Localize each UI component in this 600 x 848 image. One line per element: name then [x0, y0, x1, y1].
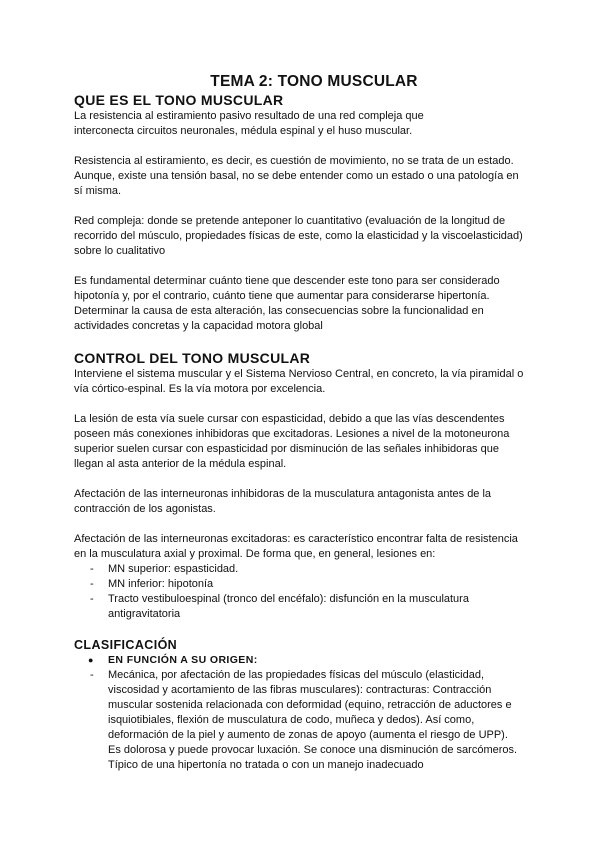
section-heading-clasificacion: CLASIFICACIÓN: [74, 638, 178, 652]
list-item: - Tracto vestibuloespinal (tronco del encéfalo): disfunción en la musculatura: [90, 593, 469, 605]
paragraph-line: actividades concretas y la capacidad motora global: [74, 320, 323, 332]
paragraph-line: La lesión de esta vía suele cursar con espasticidad, debido a que las vías descendentes: [74, 413, 505, 425]
paragraph-line: hipotonía y, por el contrario, cuánto tiene que aumentar para considerarse hipertonía.: [74, 290, 490, 302]
paragraph-line: contracción de los agonistas.: [74, 503, 216, 515]
bullet-marker: ●: [88, 655, 94, 665]
classification-bullets: [74, 653, 534, 668]
paragraph-line: Afectación de las interneuronas inhibidoras de la musculatura antagonista antes de la: [74, 488, 492, 500]
section-heading-tono: QUE ES EL TONO MUSCULAR: [74, 92, 284, 108]
list-item-continuation: viscosidad y acortamiento de las fibras musculares): contracturas: Contracción: [108, 684, 492, 696]
paragraph-line: sí misma.: [74, 185, 122, 197]
paragraph-line: Red compleja: donde se pretende anteponer lo cuantitativo (evaluación de la longitud de: [74, 215, 506, 227]
page-title: TEMA 2: TONO MUSCULAR: [210, 73, 418, 90]
document-page: [74, 72, 534, 773]
paragraph-line: llegan al asta anterior de la médula espinal.: [74, 458, 287, 470]
paragraph-line: Afectación de las interneuronas excitadoras: es característico encontrar falta de resistencia: [74, 533, 518, 545]
paragraph-line: vía córtico-espinal. Es la vía motora por excelencia.: [74, 383, 326, 395]
section-heading-control: CONTROL DEL TONO MUSCULAR: [74, 350, 311, 366]
paragraph-line: La resistencia al estiramiento pasivo resultado de una red compleja que: [74, 110, 424, 122]
paragraph-line: Interviene el sistema muscular y el Sistema Nervioso Central, en concreto, la vía piramidal o: [74, 368, 524, 380]
list-item: ● EN FUNCIÓN A SU ORIGEN:: [88, 654, 258, 666]
paragraph-line: sobre lo cualitativo: [74, 245, 166, 257]
paragraph-line: poseen más conexiones inhibidoras que excitadoras. Lesiones a nivel de la motoneurona: [74, 428, 510, 440]
paragraph-line: en la musculatura axial y proximal. De forma que, en general, lesiones en:: [74, 548, 436, 560]
list-item-continuation: Es dolorosa y puede provocar luxación. Se conoce una disminución de sarcómeros.: [108, 744, 518, 756]
paragraph-line: recorrido del músculo, propiedades físicas de este, como la elasticidad y la viscoelasticidad): [74, 230, 523, 242]
paragraph-line: Determinar la causa de esta alteración, las consecuencias sobre la funcionalidad en: [74, 305, 484, 317]
dash-marker: -: [90, 578, 94, 590]
paragraph-line: Aunque, existe una tensión basal, no se debe entender como un estado o una patología en: [74, 170, 519, 182]
paragraph-line: Es fundamental determinar cuánto tiene que descender este tono para ser considerado: [74, 275, 500, 287]
list-item-continuation: Típico de una hipertonía no tratada o con un manejo inadecuado: [108, 759, 424, 771]
list-item: - MN inferior: hipotonía: [90, 578, 214, 590]
list-item: - Mecánica, por afectación de las propiedades físicas del músculo (elasticidad,: [90, 669, 485, 681]
list-item-continuation: deformación de la piel y aumento de zonas de apoyo (aumenta el riesgo de UPP).: [108, 729, 508, 741]
classification-dash-list: [74, 668, 534, 773]
dash-marker: -: [90, 563, 94, 575]
list-item: - MN superior: espasticidad.: [90, 563, 239, 575]
paragraph-line: superior suelen cursar con espasticidad por disminución de las señales inhibidoras que: [74, 443, 499, 455]
list-item-continuation: isquiotibiales, flexión de musculatura de codo, muñeca y dedos). Así como,: [108, 714, 475, 726]
list-item-continuation: antigravitatoria: [108, 608, 181, 620]
dash-marker: -: [90, 593, 94, 605]
lesion-list: [74, 562, 534, 622]
dash-marker: -: [90, 669, 94, 681]
paragraph-line: Resistencia al estiramiento, es decir, es cuestión de movimiento, no se trata de un estado.: [74, 155, 514, 167]
paragraph-line: interconecta circuitos neuronales, médula espinal y el huso muscular.: [74, 125, 413, 137]
list-item-continuation: muscular sostenida relacionada con deformidad (equino, retracción de aductores e: [108, 699, 512, 711]
